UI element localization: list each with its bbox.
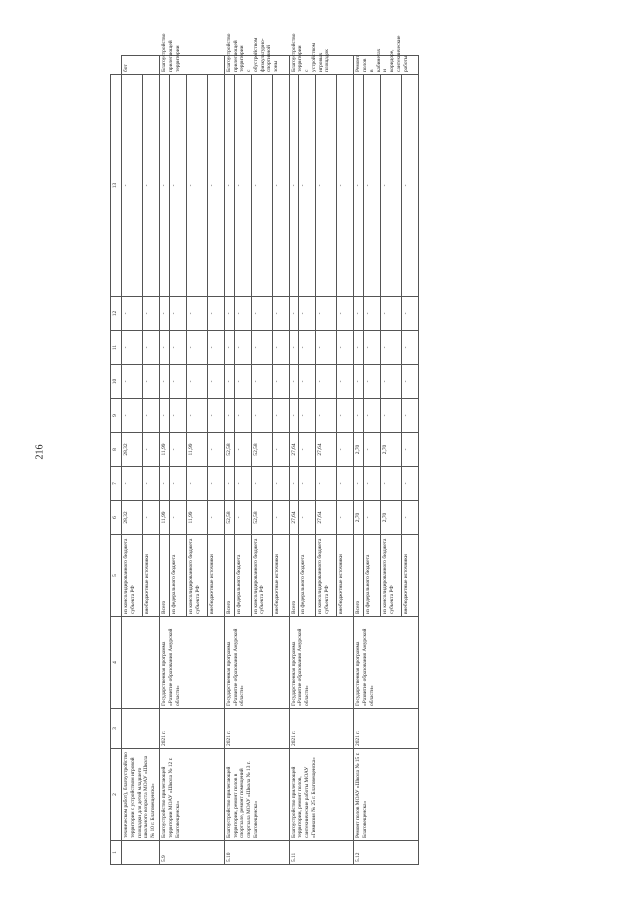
value-cell: -	[272, 331, 289, 365]
value-cell: 2,70	[381, 433, 402, 467]
event-name-cell: Благоустройство прилегающей территории, ремонт полов в спортзале, ремонт помещений спортзала МОАУ «Школа № 13 г. Благовещенска»	[224, 749, 289, 841]
value-cell: 52,58	[251, 501, 272, 535]
value-cell: -	[289, 467, 299, 501]
value-cell: -	[381, 297, 402, 331]
funding-source-cell: из консолидированного бюджета субъекта РФ	[381, 535, 402, 617]
value-cell: -	[316, 297, 337, 331]
value-cell: 11,99	[160, 433, 170, 467]
value-cell: 52,58	[251, 433, 272, 467]
header-cell: 2	[111, 749, 122, 841]
funding-source-cell: из федерального бюджета	[169, 535, 186, 617]
funding-source-cell: внебюджетные источники	[337, 535, 354, 617]
table-row	[224, 56, 234, 865]
value-cell: -	[381, 399, 402, 433]
value-cell: -	[160, 399, 170, 433]
program-cell: Государственная программа «Развитие образования Амурской области»	[289, 617, 354, 709]
header-cell: 10	[111, 365, 122, 399]
result-cell: Благоустройство прилегающей территории с обустройством физкультурно-спортивной зоны	[224, 56, 289, 75]
value-cell: -	[272, 297, 289, 331]
value-cell: -	[143, 501, 160, 535]
header-cell: 6	[111, 501, 122, 535]
result-cell: бот	[122, 56, 160, 75]
funding-source-cell: из федерального бюджета	[299, 535, 316, 617]
value-cell: -	[143, 365, 160, 399]
value-cell: -	[169, 297, 186, 331]
event-name-cell: Благоустройство прилегающей территории МОАУ «Школа № 12 г. Благовещенска»	[160, 749, 225, 841]
header-row	[111, 56, 122, 865]
value-cell: 27,64	[316, 433, 337, 467]
value-cell: -	[251, 399, 272, 433]
value-cell: -	[169, 433, 186, 467]
value-cell: -	[316, 331, 337, 365]
value-cell: -	[122, 467, 143, 501]
value-cell: -	[364, 331, 381, 365]
value-cell: -	[169, 365, 186, 399]
value-cell: -	[316, 75, 337, 297]
value-cell: -	[289, 297, 299, 331]
value-cell: -	[354, 467, 364, 501]
value-cell: -	[299, 365, 316, 399]
row-number-cell: 5.12	[354, 841, 419, 865]
funding-source-cell: из федерального бюджета	[364, 535, 381, 617]
row-number-cell	[122, 841, 160, 865]
header-cell: 9	[111, 399, 122, 433]
year-cell: 2021 г.	[224, 709, 289, 749]
header-cell: 8	[111, 433, 122, 467]
value-cell: -	[402, 297, 419, 331]
value-cell: -	[316, 467, 337, 501]
value-cell: -	[316, 399, 337, 433]
value-cell: -	[354, 331, 364, 365]
header-cell: 5	[111, 535, 122, 617]
value-cell: -	[169, 501, 186, 535]
value-cell: 52,58	[224, 501, 234, 535]
funding-source-cell: внебюджетные источники	[272, 535, 289, 617]
value-cell: 11,99	[160, 501, 170, 535]
value-cell: -	[186, 399, 207, 433]
value-cell: -	[364, 399, 381, 433]
funding-source-cell: Всего	[354, 535, 364, 617]
value-cell: -	[160, 365, 170, 399]
value-cell: -	[381, 365, 402, 399]
value-cell: -	[272, 365, 289, 399]
value-cell: -	[289, 399, 299, 433]
value-cell: -	[364, 297, 381, 331]
value-cell: -	[337, 433, 354, 467]
year-cell: 2021 г.	[160, 709, 225, 749]
value-cell: -	[122, 331, 143, 365]
value-cell: -	[272, 433, 289, 467]
value-cell: -	[337, 365, 354, 399]
value-cell: -	[207, 467, 224, 501]
value-cell: -	[402, 365, 419, 399]
value-cell: -	[364, 365, 381, 399]
value-cell: -	[272, 399, 289, 433]
rotated-table-container	[110, 33, 600, 865]
value-cell: -	[299, 75, 316, 297]
header-cell: 11	[111, 331, 122, 365]
value-cell: -	[169, 399, 186, 433]
event-name-cell: техническом работ), благоустройство территории с устройством игровой площадки для детей младшего школьного возраста МОАУ «Школа № 10 г. Благовещенска»	[122, 749, 160, 841]
value-cell: -	[186, 331, 207, 365]
result-cell: Ремонт полов в кабинетах и коридоре, сантехнические работы	[354, 56, 419, 75]
value-cell: -	[289, 331, 299, 365]
value-cell: -	[169, 331, 186, 365]
value-cell: -	[337, 331, 354, 365]
program-cell: Государственная программа «Развитие образования Амурской области»	[160, 617, 225, 709]
value-cell: -	[186, 297, 207, 331]
value-cell: -	[224, 399, 234, 433]
value-cell: -	[337, 297, 354, 331]
header-cell: 7	[111, 467, 122, 501]
value-cell: -	[160, 297, 170, 331]
row-number-cell: 5.10	[224, 841, 289, 865]
value-cell: -	[143, 75, 160, 297]
funding-source-cell: Всего	[289, 535, 299, 617]
program-cell: Государственная программа «Развитие образования Амурской области»	[354, 617, 419, 709]
result-cell: Благоустройство прилегающей территории	[160, 56, 225, 75]
funding-source-cell: Всего	[160, 535, 170, 617]
value-cell: -	[207, 433, 224, 467]
value-cell: 28,32	[122, 501, 143, 535]
year-cell	[122, 709, 160, 749]
value-cell: -	[354, 297, 364, 331]
value-cell: -	[122, 75, 143, 297]
value-cell: -	[354, 399, 364, 433]
value-cell: -	[299, 501, 316, 535]
value-cell: 2,70	[354, 433, 364, 467]
value-cell: -	[402, 501, 419, 535]
value-cell: -	[402, 331, 419, 365]
value-cell: -	[381, 331, 402, 365]
value-cell: -	[224, 297, 234, 331]
value-cell: -	[207, 399, 224, 433]
table-row	[354, 56, 364, 865]
year-cell: 2021 г.	[289, 709, 354, 749]
value-cell: -	[337, 501, 354, 535]
value-cell: -	[143, 399, 160, 433]
page-number: 216	[34, 444, 46, 460]
event-name-cell: Благоустройство прилегающей территории, ремонт полов, сантехнические работы МОАУ «Гимназия № 25 г. Благовещенска»	[289, 749, 354, 841]
value-cell: -	[143, 433, 160, 467]
value-cell: -	[143, 297, 160, 331]
funding-source-cell: из федерального бюджета	[234, 535, 251, 617]
value-cell: 28,32	[122, 433, 143, 467]
table-frame	[110, 33, 600, 865]
value-cell: -	[143, 467, 160, 501]
value-cell: -	[207, 75, 224, 297]
value-cell: -	[354, 75, 364, 297]
value-cell: -	[251, 331, 272, 365]
value-cell: -	[299, 399, 316, 433]
value-cell: -	[207, 365, 224, 399]
value-cell: 27,64	[289, 501, 299, 535]
value-cell: -	[289, 365, 299, 399]
funding-source-cell: Всего	[224, 535, 234, 617]
value-cell: -	[251, 365, 272, 399]
value-cell: -	[169, 75, 186, 297]
value-cell: -	[364, 467, 381, 501]
value-cell: -	[337, 399, 354, 433]
value-cell: 11,99	[186, 501, 207, 535]
table-body	[111, 33, 419, 865]
value-cell: -	[186, 365, 207, 399]
value-cell: 11,99	[186, 433, 207, 467]
value-cell: -	[234, 75, 251, 297]
funding-source-cell: из консолидированного бюджета субъекта РФ	[316, 535, 337, 617]
value-cell: -	[354, 365, 364, 399]
header-cell: 3	[111, 709, 122, 749]
value-cell: -	[234, 501, 251, 535]
funding-source-cell: из консолидированного бюджета субъекта РФ	[122, 535, 143, 617]
value-cell: -	[224, 331, 234, 365]
value-cell: -	[381, 467, 402, 501]
funding-source-cell: внебюджетные источники	[143, 535, 160, 617]
value-cell: -	[160, 467, 170, 501]
row-number-cell: 5.9	[160, 841, 225, 865]
program-table	[110, 33, 419, 865]
value-cell: 52,58	[224, 433, 234, 467]
value-cell: -	[337, 75, 354, 297]
program-cell	[122, 617, 160, 709]
event-name-cell: Ремонт полов МОАУ «Школа № 15 г. Благовещенска»	[354, 749, 419, 841]
value-cell: -	[234, 467, 251, 501]
funding-source-cell: из консолидированного бюджета субъекта РФ	[251, 535, 272, 617]
table-row	[289, 56, 299, 865]
row-number-cell: 5.11	[289, 841, 354, 865]
value-cell: -	[299, 433, 316, 467]
value-cell: -	[251, 467, 272, 501]
value-cell: -	[251, 297, 272, 331]
value-cell: -	[272, 75, 289, 297]
value-cell: -	[160, 75, 170, 297]
value-cell: -	[299, 297, 316, 331]
value-cell: -	[402, 75, 419, 297]
value-cell: -	[316, 365, 337, 399]
value-cell: 2,70	[354, 501, 364, 535]
value-cell: -	[337, 467, 354, 501]
program-cell: Государственная программа «Развитие образования Амурской области»	[224, 617, 289, 709]
value-cell: -	[234, 399, 251, 433]
value-cell: -	[402, 399, 419, 433]
value-cell: -	[234, 331, 251, 365]
header-cell: 4	[111, 617, 122, 709]
value-cell: -	[160, 331, 170, 365]
value-cell: -	[122, 297, 143, 331]
value-cell: 2,70	[381, 501, 402, 535]
value-cell: 27,64	[289, 433, 299, 467]
funding-source-cell: внебюджетные источники	[402, 535, 419, 617]
value-cell: -	[272, 467, 289, 501]
value-cell: -	[402, 467, 419, 501]
value-cell: -	[272, 501, 289, 535]
value-cell: -	[251, 75, 272, 297]
value-cell: -	[364, 501, 381, 535]
value-cell: -	[207, 297, 224, 331]
value-cell: -	[364, 433, 381, 467]
header-cell: 13	[111, 75, 122, 297]
value-cell: -	[207, 501, 224, 535]
value-cell: -	[381, 75, 402, 297]
year-cell: 2021 г.	[354, 709, 419, 749]
value-cell: -	[122, 365, 143, 399]
value-cell: -	[289, 75, 299, 297]
value-cell: -	[234, 297, 251, 331]
value-cell: -	[402, 433, 419, 467]
value-cell: -	[234, 365, 251, 399]
value-cell: -	[234, 433, 251, 467]
header-cell: 1	[111, 841, 122, 865]
header-cell: 12	[111, 297, 122, 331]
funding-source-cell: из консолидированного бюджета субъекта РФ	[186, 535, 207, 617]
value-cell: 27,64	[316, 501, 337, 535]
value-cell: -	[207, 331, 224, 365]
value-cell: -	[224, 365, 234, 399]
value-cell: -	[299, 331, 316, 365]
funding-source-cell: внебюджетные источники	[207, 535, 224, 617]
value-cell: -	[186, 75, 207, 297]
value-cell: -	[186, 467, 207, 501]
table-row	[160, 56, 170, 865]
value-cell: -	[224, 75, 234, 297]
result-cell: Благоустройство территории с устройством игровых площадок	[289, 56, 354, 75]
value-cell: -	[364, 75, 381, 297]
value-cell: -	[224, 467, 234, 501]
continuation-row	[122, 56, 143, 865]
value-cell: -	[169, 467, 186, 501]
value-cell: -	[143, 331, 160, 365]
value-cell: -	[299, 467, 316, 501]
value-cell: -	[122, 399, 143, 433]
